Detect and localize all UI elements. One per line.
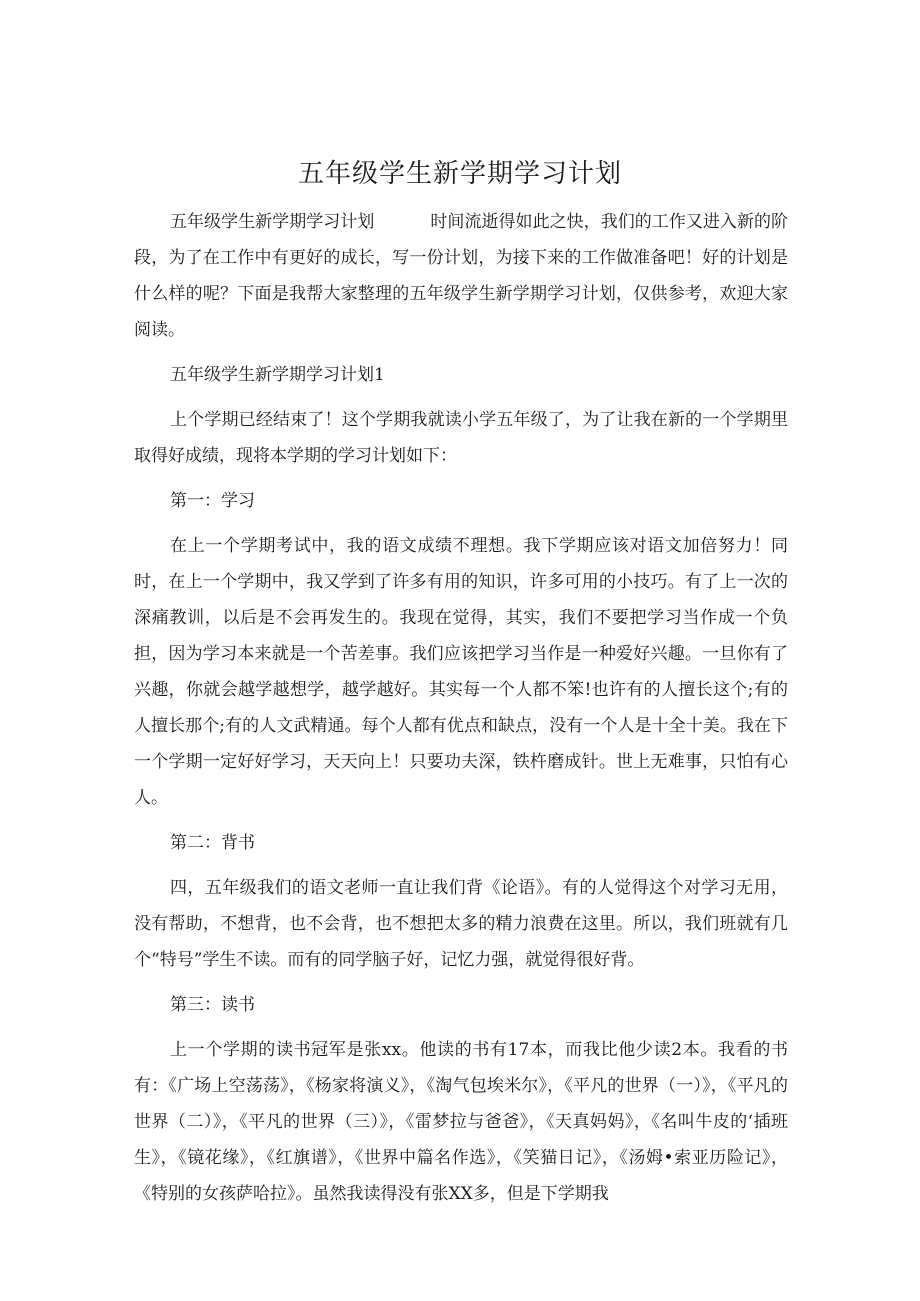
part-1-heading: 第一：学习 bbox=[170, 491, 255, 511]
document-body bbox=[134, 204, 788, 1221]
part-2-heading: 第二：背书 bbox=[170, 833, 255, 853]
part-1-body: 在上一个学期考试中，我的语文成绩不理想。我下学期应该对语文加倍努力！同时，在上一个学期中，我又学到了许多有用的知识，许多可用的小技巧。有了上一次的深痛教训，以后是不会再发生的。我现在觉得，其实，我们不要把学习当作成一个负担，因为学习本来就是一个苦差事。我们应该把学习当作是一种爱好兴趣。一旦你有了兴趣，你就会越学越想学，越学越好。其实每一个人都不笨!也许有的人擅长这个;有的人擅长那个;有的人文武精通。每个人都有优点和缺点，没有一个人是十全十美。我在下一个学期一定好好学习，天天向上！只要功夫深，铁杵磨成针。世上无难事，只怕有心人。 bbox=[134, 536, 788, 808]
intro-paragraph bbox=[134, 204, 788, 348]
intro-lead: 五年级学生新学期学习计划 bbox=[170, 212, 375, 232]
part-3-body: 上一个学期的读书冠军是张xx。他读的书有17本，而我比他少读2本。我看的书有：《广场上空荡荡》，《杨家将演义》，《淘气包埃米尔》，《平凡的世界（一）》，《平凡的世界（二）》，《平凡的世界（三）》，《雷梦拉与爸爸》，《天真妈妈》，《名叫牛皮的‘插班生》，《镜花缘》，《红旗谱》，《世界中篇名作选》，《笑猫日记》，《汤姆•索亚历险记》，《特别的女孩萨哈拉》。虽然我读得没有张XX多，但是下学期我 bbox=[134, 1040, 788, 1204]
document-title: 五年级学生新学期学习计划 bbox=[297, 159, 622, 189]
intro-text: 时间流逝得如此之快，我们的工作又进入新的阶段，为了在工作中有更好的成长，写一份计划，为接下来的工作做准备吧！好的计划是什么样的呢？下面是我帮大家整理的五年级学生新学期学习计划，仅供参考，欢迎大家阅读。 bbox=[134, 212, 789, 340]
part-3-heading: 第三：读书 bbox=[170, 995, 255, 1015]
opening-paragraph: 上个学期已经结束了！这个学期我就读小学五年级了，为了让我在新的一个学期里取得好成绩，现将本学期的学习计划如下： bbox=[134, 410, 788, 466]
part-2-body: 四，五年级我们的语文老师一直让我们背《论语》。有的人觉得这个对学习无用，没有帮助，不想背，也不会背，也不想把太多的精力浪费在这里。所以，我们班就有几个“特号”学生不读。而有的同学脑子好，记忆力强，就觉得很好背。 bbox=[134, 878, 788, 970]
section-title: 五年级学生新学期学习计划1 bbox=[170, 365, 385, 385]
